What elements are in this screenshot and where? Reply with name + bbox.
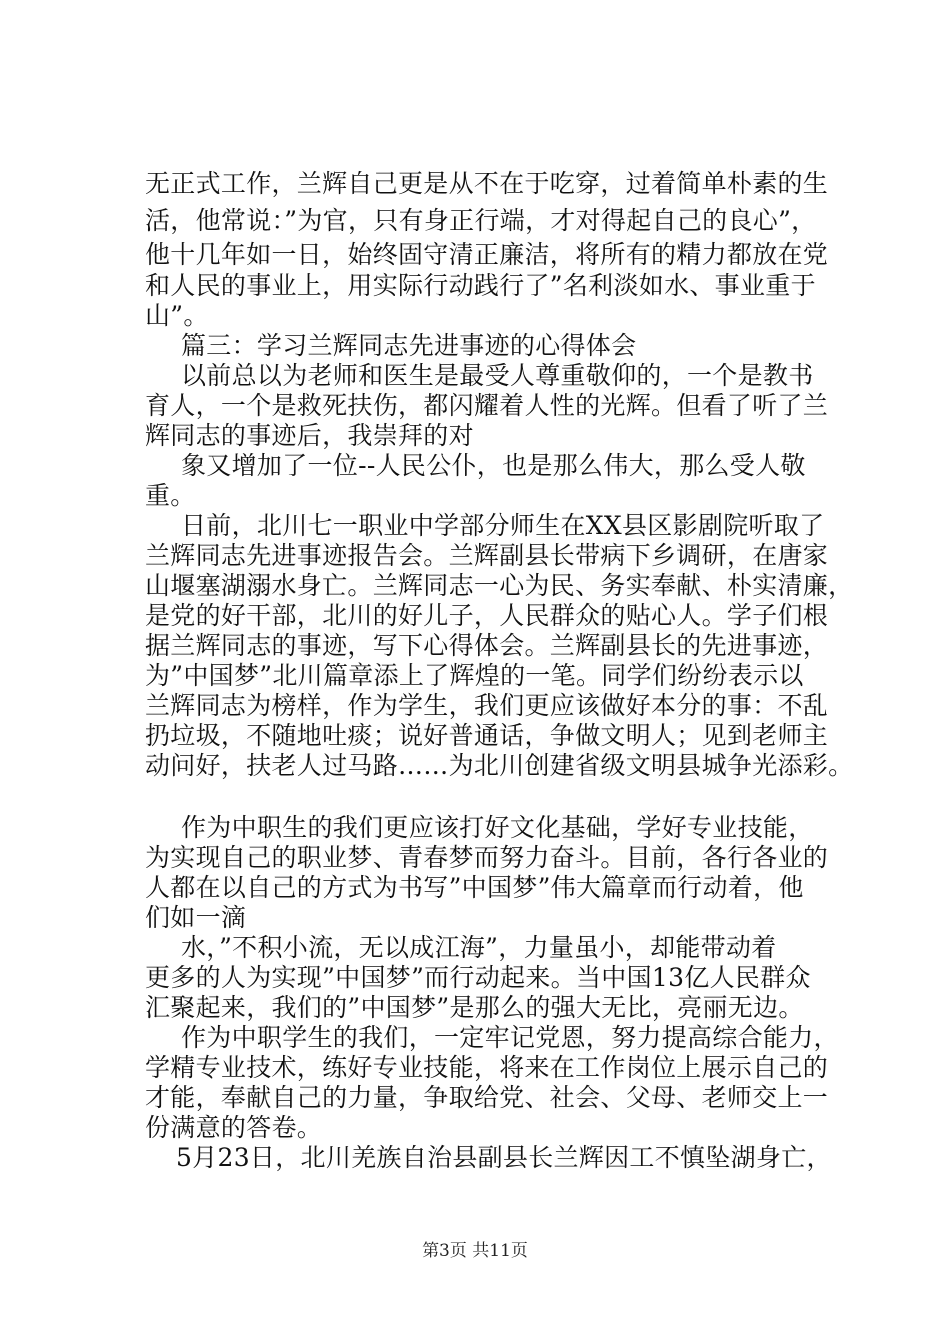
text-line: 们如一滴 — [145, 903, 247, 932]
text-line: 象又增加了一位--人民公仆，也是那么伟大，那么受人敬 — [181, 451, 806, 480]
text-line: 人都在以自己的方式为书写”中国梦”伟大篇章而行动着，他 — [145, 873, 804, 902]
text-line: 为实现自己的职业梦、青春梦而努力奋斗。目前，各行各业的 — [145, 843, 829, 872]
text-line: 辉同志的事迹后，我崇拜的对 — [145, 421, 474, 450]
text-line: 汇聚起来，我们的”中国梦”是那么的强大无比，亮丽无边。 — [145, 993, 804, 1022]
text-line: 以前总以为老师和医生是最受人尊重敬仰的，一个是教书 — [181, 361, 814, 390]
text-line: 山堰塞湖溺水身亡。兰辉同志一心为民、务实奉献、朴实清廉， — [145, 571, 854, 600]
text-line: 水，”不积小流，无以成江海”，力量虽小，却能带动着 — [181, 933, 777, 962]
page-footer: 第3页 共11页 — [422, 1241, 528, 1261]
text-line: 学精专业技术，练好专业技能，将来在工作岗位上展示自己的 — [145, 1053, 829, 1082]
text-line: 据兰辉同志的事迹，写下心得体会。兰辉副县长的先进事迹， — [145, 631, 829, 660]
text-line: 5月23日，北川羌族自治县副县长兰辉因工不慎坠湖身亡， — [176, 1143, 832, 1172]
text-line: 重。 — [145, 481, 196, 510]
text-line: 扔垃圾，不随地吐痰；说好普通话，争做文明人；见到老师主 — [145, 721, 829, 750]
text-line: 兰辉同志为榜样，作为学生，我们更应该做好本分的事：不乱 — [145, 691, 829, 720]
text-line: 份满意的答卷。 — [145, 1113, 323, 1142]
text-line: 和人民的事业上，用实际行动践行了”名利淡如水、事业重于 — [145, 271, 816, 300]
text-line: 更多的人为实现”中国梦”而行动起来。当中国13亿人民群众 — [145, 963, 811, 992]
text-line: 作为中职生的我们更应该打好文化基础，学好专业技能， — [181, 813, 814, 842]
text-line: 育人，一个是救死扶伤，都闪耀着人性的光辉。但看了听了兰 — [145, 391, 829, 420]
text-line: 山”。 — [145, 301, 209, 330]
text-line: 无正式工作，兰辉自己更是从不在于吃穿，过着简单朴素的生 — [145, 169, 829, 198]
text-line: 才能，奉献自己的力量，争取给党、社会、父母、老师交上一 — [145, 1083, 829, 1112]
text-line: 作为中职学生的我们，一定牢记党恩，努力提高综合能力， — [181, 1023, 839, 1052]
text-line: 动问好，扶老人过马路……为北川创建省级文明县城争光添彩。 — [145, 751, 854, 780]
section-heading: 篇三：学习兰辉同志先进事迹的心得体会 — [181, 331, 637, 360]
text-line: 活，他常说：”为官，只有身正行端，才对得起自己的良心”， — [145, 206, 817, 235]
text-line: 兰辉同志先进事迹报告会。兰辉副县长带病下乡调研，在唐家 — [145, 541, 829, 570]
text-line: 日前，北川七一职业中学部分师生在XX县区影剧院听取了 — [181, 511, 825, 540]
text-line: 是党的好干部，北川的好儿子，人民群众的贴心人。学子们根 — [145, 601, 829, 630]
text-line: 他十几年如一日，始终固守清正廉洁，将所有的精力都放在党 — [145, 240, 829, 269]
text-line: 为”中国梦”北川篇章添上了辉煌的一笔。同学们纷纷表示以 — [145, 661, 804, 690]
